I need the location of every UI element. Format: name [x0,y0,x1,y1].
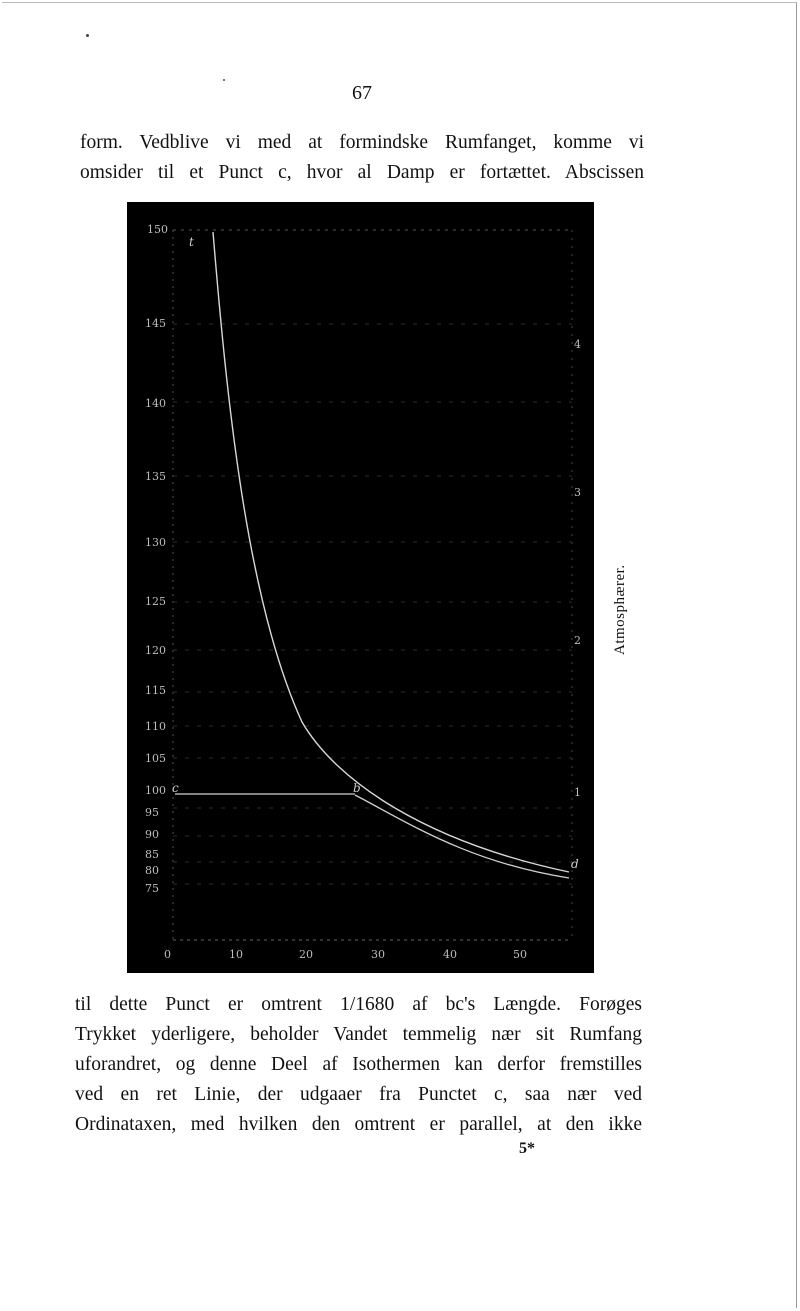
point-label-c: c [172,781,179,795]
point-label-d: d [571,857,579,871]
x-tick-label: 30 [371,948,385,961]
y-tick-label: 145 [145,317,166,330]
y-tick-label: 100 [145,784,166,797]
printer-signature: 5* [519,1140,535,1157]
text-line: omsider til et Punct c, hvor al Damp er fortættet. Abscissen [80,162,644,183]
y-tick-label: 120 [145,644,166,657]
point-label-t: t [189,235,194,249]
x-tick-label: 10 [229,948,243,961]
isotherm-figure [127,202,594,973]
point-label-b: b [353,781,361,795]
atmosphere-tick-label: 1 [574,786,581,799]
y-tick-label: 80 [145,864,159,877]
print-speck [86,34,89,37]
text-line: form. Vedblive vi med at formindske Rumfanget, komme vi [80,132,644,153]
text-line: Ordinataxen, med hvilken den omtrent er parallel, at den ikke [75,1114,642,1135]
y-tick-label: 95 [145,806,159,819]
atmosphere-tick-label: 2 [574,634,581,647]
page-number: 67 [352,82,372,104]
text-line: Trykket yderligere, beholder Vandet temmelig nær sit Rumfang [75,1024,642,1045]
y-tick-label: 135 [145,470,166,483]
y-tick-label: 115 [145,684,166,697]
isotherm-diagram [127,202,594,973]
figure-background [127,202,594,973]
text-line: ved en ret Linie, der udgaaer fra Punctet c, saa nær ved [75,1084,642,1105]
y-tick-label: 150 [147,223,168,236]
y-tick-label: 90 [145,828,159,841]
atmosphere-tick-label: 3 [574,486,581,499]
text-line: til dette Punct er omtrent 1/1680 af bc's Længde. Forøges [75,994,642,1015]
x-tick-label: 0 [164,948,171,961]
atmosphere-tick-label: 4 [574,338,581,351]
y-tick-label: 140 [145,397,166,410]
x-tick-label: 50 [513,948,527,961]
bottom-paragraph [75,990,642,1140]
y-tick-label: 125 [145,595,166,608]
print-speck [223,79,225,81]
x-tick-label: 20 [299,948,313,961]
y-tick-label: 105 [145,752,166,765]
y-tick-label: 130 [145,536,166,549]
y-tick-label: 110 [145,720,166,733]
text-line: uforandret, og denne Deel af Isothermen kan derfor fremstilles [75,1054,642,1075]
atmosphere-axis-label: Atmosphærer. [612,564,628,655]
top-paragraph [80,128,644,188]
y-tick-label: 85 [145,848,159,861]
y-tick-label: 75 [145,882,159,895]
x-tick-label: 40 [443,948,457,961]
